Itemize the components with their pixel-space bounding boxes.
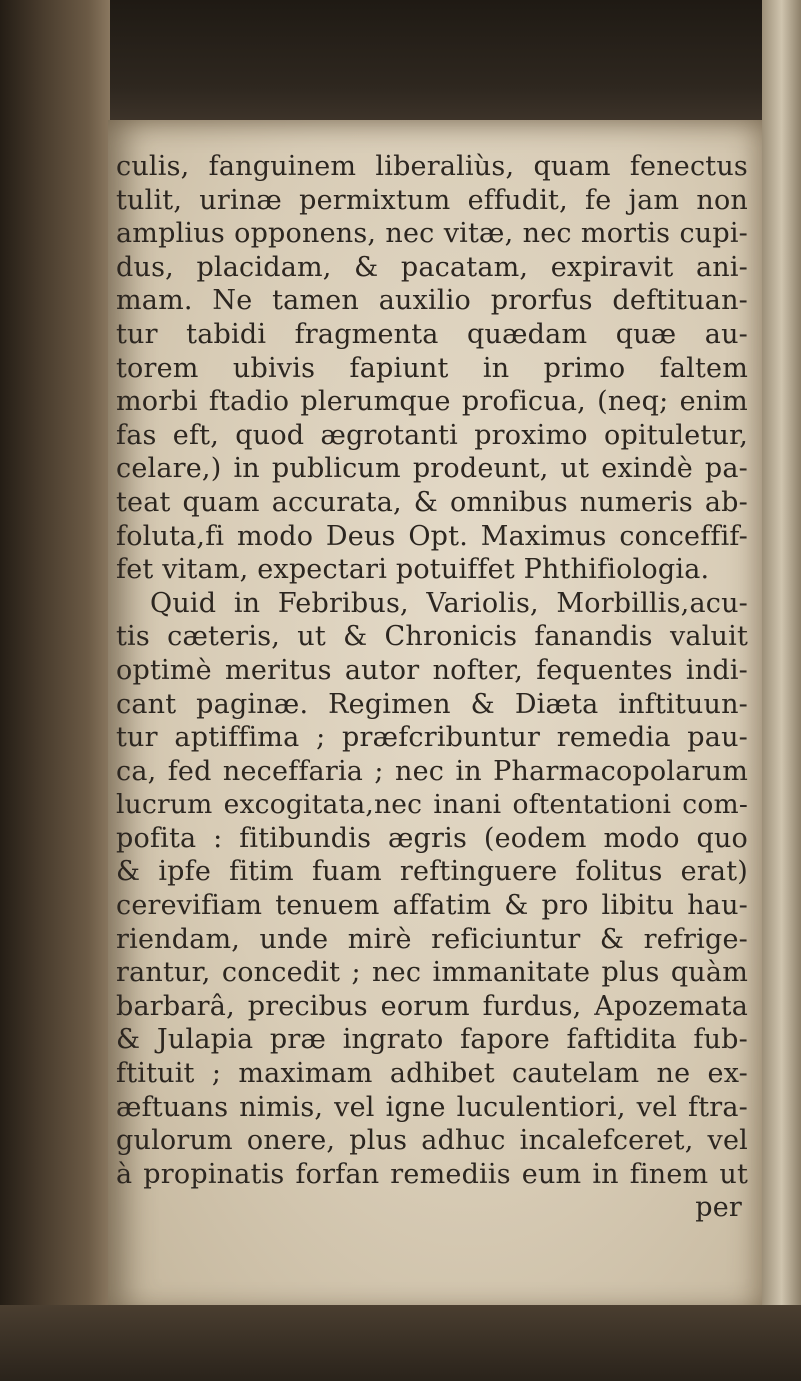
catchword: per bbox=[695, 1192, 742, 1224]
text-line: culis, fanguinem liberaliùs, quam fenectus bbox=[116, 151, 748, 182]
text-line: morbi ftadio plerumque proficua, (neq; enim bbox=[116, 386, 748, 418]
text-line: æftuans nimis, vel igne luculentiori, vel ftra- bbox=[116, 1091, 748, 1123]
text-line: à propinatis forfan remediis eum in finem ut bbox=[116, 1158, 748, 1190]
text-line: tulit, urinæ permixtum effudit, fe jam non bbox=[116, 184, 748, 216]
text-line: fas eft, quod ægrotanti proximo opituletur, bbox=[116, 419, 748, 451]
text-line: barbarâ, precibus eorum furdus, Apozemata bbox=[116, 990, 748, 1022]
text-line: amplius opponens, nec vitæ, nec mortis cupi- bbox=[116, 218, 748, 250]
text-line: ca, fed neceffaria ; nec in Pharmacopolarum bbox=[116, 755, 748, 787]
page-text bbox=[116, 150, 748, 1225]
text-line: rantur, concedit ; nec immanitate plus quàm bbox=[116, 957, 748, 989]
text-line: torem ubivis fapiunt in primo faltem bbox=[116, 352, 748, 384]
text-line: foluta,fi modo Deus Opt. Maximus conceffif- bbox=[116, 520, 748, 552]
text-line: dus, placidam, & pacatam, expiravit ani- bbox=[116, 251, 748, 283]
text-line: ftituit ; maximam adhibet cautelam ne ex- bbox=[116, 1058, 748, 1090]
dark-background-bottom bbox=[0, 1305, 801, 1381]
book-spine-edge bbox=[0, 0, 110, 1381]
text-line: fet vitam, expectari potuiffet Phthifiologia. bbox=[116, 554, 710, 586]
text-line: cerevifiam tenuem affatim & pro libitu hau- bbox=[116, 890, 748, 922]
text-line: pofita : fitibundis ægris (eodem modo quo bbox=[116, 822, 748, 854]
text-line: riendam, unde mirè reficiuntur & refrige- bbox=[116, 923, 748, 955]
text-line: gulorum onere, plus adhuc incalefceret, vel bbox=[116, 1125, 748, 1157]
text-line: & Julapia præ ingrato fapore faftidita fub- bbox=[116, 1024, 748, 1056]
text-line-paragraph-start: Quid in Febribus, Variolis, Morbillis,acu- bbox=[150, 587, 748, 619]
text-line: optimè meritus autor nofter, fequentes indi- bbox=[116, 654, 748, 686]
text-line: teat quam accurata, & omnibus numeris ab- bbox=[116, 486, 748, 518]
text-line: tur tabidi fragmenta quædam quæ au- bbox=[116, 318, 748, 350]
dark-background-top bbox=[0, 0, 801, 125]
adjacent-page-edge bbox=[762, 0, 801, 1381]
text-line: tis cæteris, ut & Chronicis fanandis valuit bbox=[116, 621, 748, 653]
text-line: lucrum excogitata,nec inani oftentationi com- bbox=[116, 789, 748, 821]
text-line: mam. Ne tamen auxilio prorfus deftituan- bbox=[116, 285, 748, 317]
text-line: cant paginæ. Regimen & Diæta inftituun- bbox=[116, 688, 748, 720]
text-line: & ipfe fitim fuam reftinguere folitus erat) bbox=[116, 856, 748, 888]
text-line: tur aptiffima ; præfcribuntur remedia pau- bbox=[116, 722, 748, 754]
text-line: celare,) in publicum prodeunt, ut exindè pa- bbox=[116, 453, 748, 485]
